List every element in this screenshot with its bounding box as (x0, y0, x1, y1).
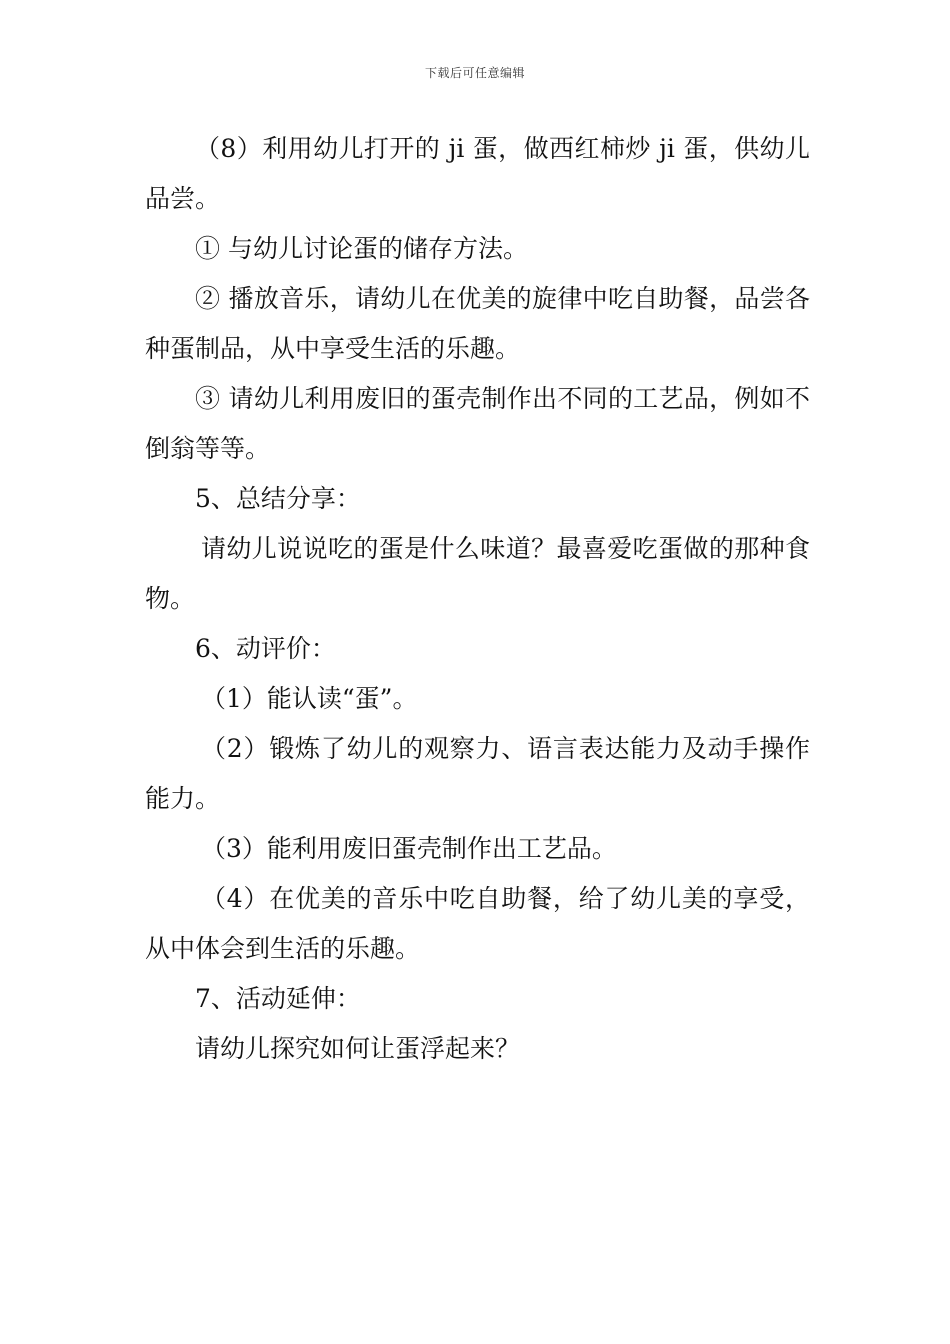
paragraph-eval-3: （3）能利用废旧蛋壳制作出工艺品。 (201, 834, 617, 863)
paragraph-eval-4: （4）在优美的音乐中吃自助餐，给了幼儿美的享受，从中体会到生活的乐趣。 (145, 884, 810, 963)
paragraph-float-egg: 请幼儿探究如何让蛋浮起来？ (195, 1034, 521, 1063)
paragraph-eggshell-crafts: ③ 请幼儿利用废旧的蛋壳制作出不同的工艺品，例如不倒翁等等。 (145, 384, 810, 463)
paragraph-eval-2: （2）锻炼了幼儿的观察力、语言表达能力及动手操作能力。 (145, 734, 810, 813)
paragraph-eval-1: （1）能认读“蛋”。 (201, 684, 418, 713)
heading-summary-share: 5、总结分享： (195, 484, 361, 513)
heading-evaluation: 6、动评价： (195, 634, 336, 663)
paragraph-taste-question: 请幼儿说说吃的蛋是什么味道？最喜爱吃蛋做的那种食物。 (145, 534, 810, 613)
page-header-note: 下载后可任意编辑 (424, 66, 525, 80)
paragraph-step-8: （8）利用幼儿打开的 ji 蛋，做西红柿炒 ji 蛋，供幼儿品尝。 (145, 134, 810, 213)
document-body (145, 124, 810, 1074)
heading-extension: 7、活动延伸： (195, 984, 361, 1013)
paragraph-music-buffet: ② 播放音乐，请幼儿在优美的旋律中吃自助餐，品尝各种蛋制品，从中享受生活的乐趣。 (145, 284, 810, 363)
paragraph-storage-method: ① 与幼儿讨论蛋的储存方法。 (195, 234, 528, 263)
